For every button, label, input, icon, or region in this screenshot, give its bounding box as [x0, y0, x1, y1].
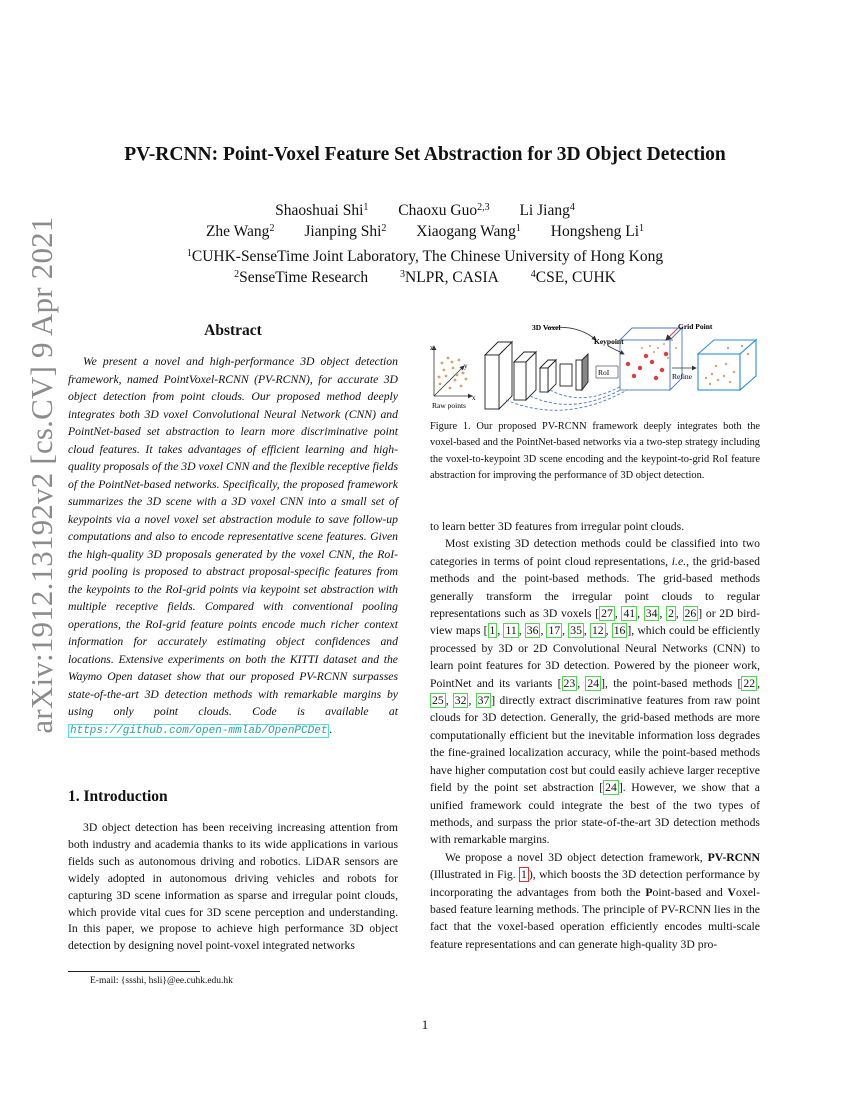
code-link[interactable]: https://github.com/open-mmlab/OpenPCDet	[70, 724, 328, 737]
introduction-body: 3D object detection has been receiving increasing attention from both industry and academia thanks to its wide applications in various fields such as autonomous driving and robotics. LiDAR sensors are widely adopted in autonomous driving vehicles and robots for capturing 3D scene information as sparse and irregular point clouds, which provide vital cues for 3D scene perception and understanding. In this paper, we propose to achieve high performance 3D object detection by designing novel point-voxel integrated networks	[68, 821, 398, 953]
affiliation: $^2$SenseTime Research	[234, 269, 369, 286]
citation-group-4: [ 22 , 25 , 32 , 37 ]	[432, 676, 760, 708]
figure-1-diagram	[428, 318, 760, 414]
citation[interactable]: 25	[432, 694, 444, 708]
citation[interactable]: 35	[570, 624, 582, 638]
roi-label: RoI	[598, 368, 610, 377]
abstract-heading: Abstract	[204, 322, 262, 339]
refined-box	[698, 340, 756, 390]
axis-x-label: x	[472, 394, 476, 402]
keypoint-label: Keypoint	[594, 337, 624, 346]
citation[interactable]: 26	[684, 607, 697, 621]
citation-group-1: [ 27 , 41 , 34 , 2 , 26 ]	[595, 607, 703, 621]
author: Chaoxu Guo$^{2,3}$	[398, 202, 490, 219]
citation[interactable]: 24	[605, 781, 617, 795]
author: Jianping Shi$^2$	[304, 223, 387, 240]
grid-point-label: Grid Point	[678, 322, 713, 331]
author-row-1	[60, 200, 790, 221]
paper-title: PV-RCNN: Point-Voxel Feature Set Abstraction for 3D Object Detection	[124, 144, 726, 165]
author: Zhe Wang$^2$	[205, 223, 275, 240]
citation[interactable]: 23	[563, 676, 576, 690]
figure-1-caption: Figure 1. Our proposed PV-RCNN framework deeply integrates both the voxel-based and the PointNet-based networks via a two-step strategy including the voxel-to-keypoint 3D scene encoding and the keypoint-to-grid RoI feature abstraction for improving the performance of 3D object detection.	[430, 421, 760, 481]
citation-group-5: [ 24 ]	[599, 781, 623, 795]
citation[interactable]: 12	[591, 624, 604, 638]
citation[interactable]: 34	[645, 607, 658, 621]
citation[interactable]: 37	[477, 694, 490, 708]
paragraph: Most existing 3D detection methods could be classified into two categories in terms of point cloud representations, i.e., the grid-based methods and the point-based methods. The grid-based methods generally transform the irregular point clouds to regular representations such as 3D voxels [ 27 , 41 , 34 , 2 , 26 ] or 2D bird-view maps [ 1 , 11 , 36 , 17 , 35 , 12 , 16 ], which could be efficiently processed by 3D or 2D Convolutional Neural Networks (CNN) to learn point features for 3D detection. Powered by the pioneer work, PointNet and its variants [ 23 , 24 ], the point-based methods [ 22 , 25 , 32 , 37 ] directly extract discriminative features from raw point clouds for 3D detection. Generally, the grid-based methods are more computationally efficient but the inevitable information loss degrades the fine-grained localization accuracy, while the point-based methods have higher computation cost but could easily achieve larger receptive field by the point set abstraction [ 24 ]. However, we show that a unified framework could integrate the best of the two types of methods, and surpass the prior state-of-the-art 3D detection methods with remarkable margins.	[430, 537, 761, 847]
citation[interactable]: 27	[601, 607, 613, 621]
citation[interactable]: 11	[505, 624, 517, 638]
abstract-body: We present a novel and high-performance 3D object detection framework, named PointVoxel-RCNN (PV-RCNN), for accurate 3D object detection from point clouds. Our proposed method deeply integrates both 3D voxel Convolutional Neural Network (CNN) and PointNet-based set abstraction to learn more discriminative point cloud features. It takes advantages of efficient learning and high-quality proposals of the 3D voxel CNN and the flexible receptive fields of the PointNet-based networks. Specifically, the proposed framework summarizes the 3D scene with a 3D voxel CNN into a small set of keypoints via a novel voxel set abstraction module to save follow-up computations and also to encode representative scene features. Given the high-quality 3D proposals generated by the voxel CNN, the RoI-grid pooling is proposed to abstract proposal-specific features from the keypoints to the RoI-grid points via keypoint set abstraction with multiple receptive fields. Compared with conventional pooling operations, the RoI-grid feature points encode much richer context information for accurately estimating object confidences and locations. Extensive experiments on both the KITTI dataset and the Waymo Open dataset show that our proposed PV-RCNN surpasses state-of-the-art 3D detection methods with remarkable margins by using only point clouds. Code is available at https://github.com/open-mmlab/OpenPCDet .	[68, 355, 398, 737]
author: Xiaogang Wang$^1$	[416, 223, 521, 240]
citation[interactable]: 1	[489, 624, 496, 638]
citation[interactable]: 22	[743, 676, 756, 690]
figure-reference[interactable]: 1	[521, 868, 527, 882]
raw-points-label: Raw points	[432, 401, 466, 410]
axis-z-label: z	[430, 344, 434, 352]
citation[interactable]: 41	[623, 607, 636, 621]
footnote: E-mail: {ssshi, hsli}@ee.cuhk.edu.hk	[90, 976, 233, 986]
affiliation: $^4$CSE, CUHK	[530, 269, 616, 286]
footnote-rule	[68, 971, 200, 972]
affiliation-line-1: $^1$CUHK-SenseTime Joint Laboratory, The Chinese University of Hong Kong	[186, 248, 664, 265]
citation[interactable]: 32	[454, 694, 467, 708]
axis-y-label: y	[464, 362, 468, 370]
author: Shaoshuai Shi$^1$	[275, 202, 369, 219]
author-row-2	[60, 221, 790, 242]
citation[interactable]: 36	[526, 624, 539, 638]
section-heading-introduction: 1. Introduction	[68, 788, 168, 805]
page-number: 1	[421, 1017, 429, 1032]
raw-points-plot	[430, 344, 476, 410]
voxel-label: 3D Voxel	[532, 323, 561, 332]
citation[interactable]: 24	[587, 676, 600, 690]
citation[interactable]: 2	[668, 607, 674, 621]
citation[interactable]: 16	[613, 624, 626, 638]
paragraph: to learn better 3D features from irregular point clouds.	[430, 520, 685, 533]
citation-group-2: [ 1 , 11 , 36 , 17 , 35 , 12 , 16 ]	[483, 624, 632, 638]
affiliation-line-2	[60, 267, 790, 288]
paragraph: We propose a novel 3D object detection framework, PV-RCNN (Illustrated in Fig. 1 ), which boosts the 3D detection performance by incorporating the advantages from both the Point-based and Voxel-based feature learning methods. The principle of PV-RCNN lies in the fact that the voxel-based operation efficiently encodes multi-scale feature representations and can generate high-quality 3D pro-	[430, 850, 761, 951]
citation[interactable]: 17	[548, 624, 561, 638]
author-list	[60, 200, 790, 242]
author: Hongsheng Li$^1$	[550, 223, 645, 240]
arxiv-stamp: arXiv:1912.13192v2 [cs.CV] 9 Apr 2021	[24, 216, 59, 734]
affiliations	[60, 246, 790, 288]
author: Li Jiang$^4$	[519, 202, 575, 219]
citation-group-3: [ 23 , 24 ]	[557, 676, 606, 690]
right-column-text	[430, 518, 760, 953]
refine-label: Refine	[672, 372, 692, 381]
affiliation: $^3$NLPR, CASIA	[400, 269, 499, 286]
